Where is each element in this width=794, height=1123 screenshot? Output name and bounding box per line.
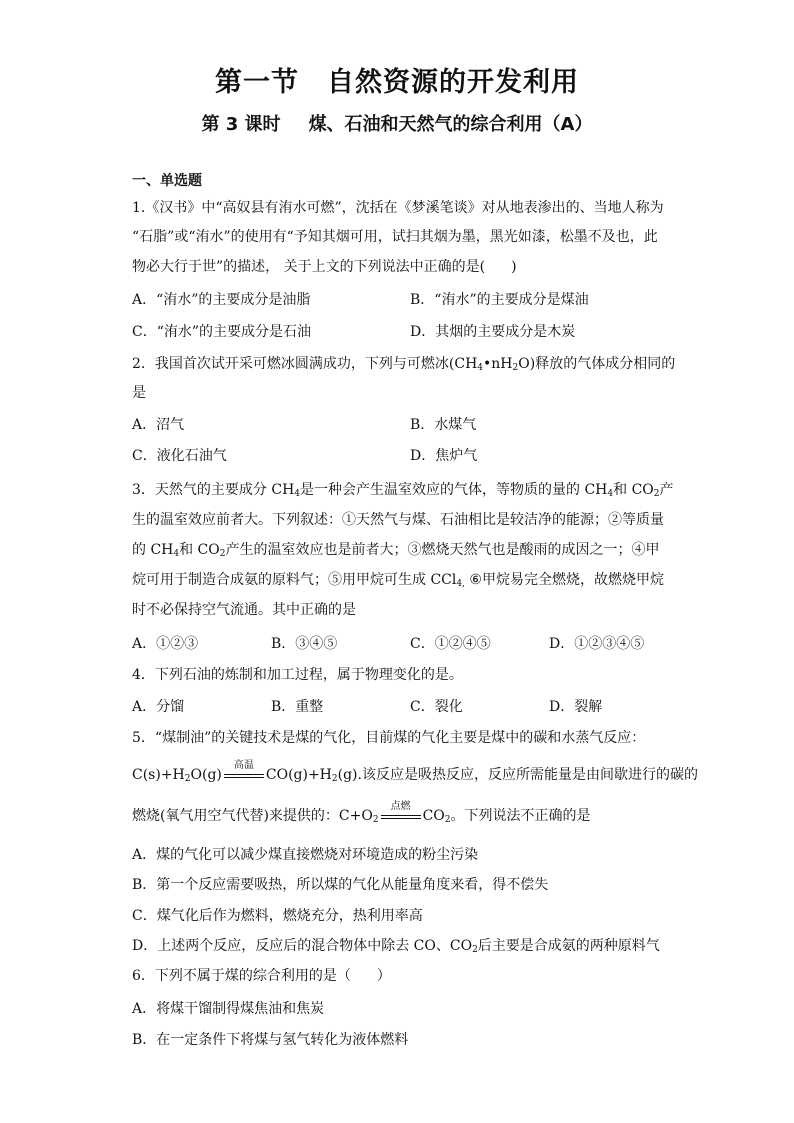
q3-option-c: C．①②④⑤ bbox=[410, 636, 491, 652]
q5-option-b: B．第一个反应需要吸热，所以煤的气化从能量角度来看，得不偿失 bbox=[132, 877, 549, 893]
q1-option-a: A．“洧水”的主要成分是油脂 bbox=[132, 292, 311, 308]
section-heading: 一、单选题 bbox=[132, 173, 202, 189]
lesson-subtitle bbox=[0, 110, 794, 136]
q1-line-2: “石脂”或“洧水”的使用有“予知其烟可用，试扫其烟为墨，黑光如漆，松墨不及也，此 bbox=[132, 229, 658, 245]
q1-line-1: 1.《汉书》中“高奴县有洧水可燃”，沈括在《梦溪笔谈》对从地表渗出的、当地人称为 bbox=[132, 200, 664, 216]
q2-line-2: 是 bbox=[132, 385, 146, 401]
q3-option-b: B．③④⑤ bbox=[271, 636, 338, 652]
q3-line-5: 时不必保持空气流通。其中正确的是 bbox=[132, 602, 356, 618]
lesson-topic: 煤、石油和天然气的综合利用（A） bbox=[308, 114, 593, 135]
q6-option-a: A．将煤干馏制得煤焦油和焦炭 bbox=[132, 1001, 325, 1017]
q5-line-1: 5．“煤制油”的关键技术是煤的气化，目前煤的气化主要是煤中的碳和水蒸气反应： bbox=[132, 730, 646, 746]
q3-line-1: 3．天然气的主要成分 $CH_4$是一种会产生温室效应的气体，等物质的量的 $CH_4$和 $CO_2$产 bbox=[132, 482, 674, 499]
q2-option-b: B．水煤气 bbox=[410, 417, 477, 433]
q2-line-1: 2．我国首次试开采可燃冰圆满成功，下列与可燃冰$(CH_4•nH_2O)$释放的气体成分相同的 bbox=[132, 356, 676, 373]
q4-option-b: B．重整 bbox=[271, 699, 324, 715]
q3-line-3: 的 $CH_4$和 $CO_2$产生的温室效应也是前者大；③燃烧天然气也是酸雨的成因之一；④甲 bbox=[132, 542, 660, 559]
reaction-condition-ignite: 点燃 bbox=[381, 810, 421, 822]
q4-option-c: C．裂化 bbox=[410, 699, 463, 715]
q2-option-a: A．沼气 bbox=[132, 417, 185, 433]
q1-option-d: D．其烟的主要成分是木炭 bbox=[410, 324, 576, 340]
q2-option-d: D．焦炉气 bbox=[410, 448, 478, 464]
lesson-number: 第 3 课时 bbox=[201, 114, 281, 135]
reaction-condition-heat: 高温 bbox=[224, 769, 264, 781]
q1-line-3: 物必大行于世”的描述， 关于上文的下列说法中正确的是( ) bbox=[132, 259, 517, 275]
q5-line-3: 燃烧(氧气用空气代替)来提供的：$C+O_2$ 点燃 $CO_2$。下列说法不正确的是 bbox=[132, 801, 591, 825]
page-title: 第一节 自然资源的开发利用 bbox=[215, 67, 579, 98]
q6-line-1: 6．下列不属于煤的综合利用的是（ ） bbox=[132, 968, 391, 984]
q1-option-c: C．“洧水”的主要成分是石油 bbox=[132, 324, 312, 340]
q1-option-b: B．“洧水”的主要成分是煤油 bbox=[410, 292, 589, 308]
q2-option-c: C．液化石油气 bbox=[132, 448, 227, 464]
q5-option-d: D．上述两个反应，反应后的混合物体中除去 CO、$CO_2$后主要是合成氨的两种原料气 bbox=[132, 938, 660, 955]
q3-option-d: D．①②③④⑤ bbox=[549, 636, 645, 652]
q5-line-2: $C(s)+H_2O(g)$ 高温 $CO(g)+H_2(g)$.该反应是吸热反应，反应所需能量是由间歇进行的碳的 bbox=[132, 760, 698, 784]
q5-option-c: C．煤气化后作为燃料，燃烧充分，热利用率高 bbox=[132, 908, 423, 924]
q3-line-4: 烷可用于制造合成氨的原料气；⑤用甲烷可生成 CCl$_{4,}$ ⑥甲烷易完全燃烧，故燃烧甲烷 bbox=[132, 572, 664, 589]
q4-option-a: A．分馏 bbox=[132, 699, 185, 715]
q4-option-d: D．裂解 bbox=[549, 699, 603, 715]
q5-option-a: A．煤的气化可以减少煤直接燃烧对环境造成的粉尘污染 bbox=[132, 847, 479, 863]
q3-line-2: 生的温室效应前者大。下列叙述：①天然气与煤、石油相比是较洁净的能源；②等质量 bbox=[132, 512, 664, 528]
q6-option-b: B．在一定条件下将煤与氢气转化为液体燃料 bbox=[132, 1032, 409, 1048]
q4-line-1: 4．下列石油的炼制和加工过程，属于物理变化的是。 bbox=[132, 667, 463, 683]
q3-option-a: A．①②③ bbox=[132, 636, 199, 652]
